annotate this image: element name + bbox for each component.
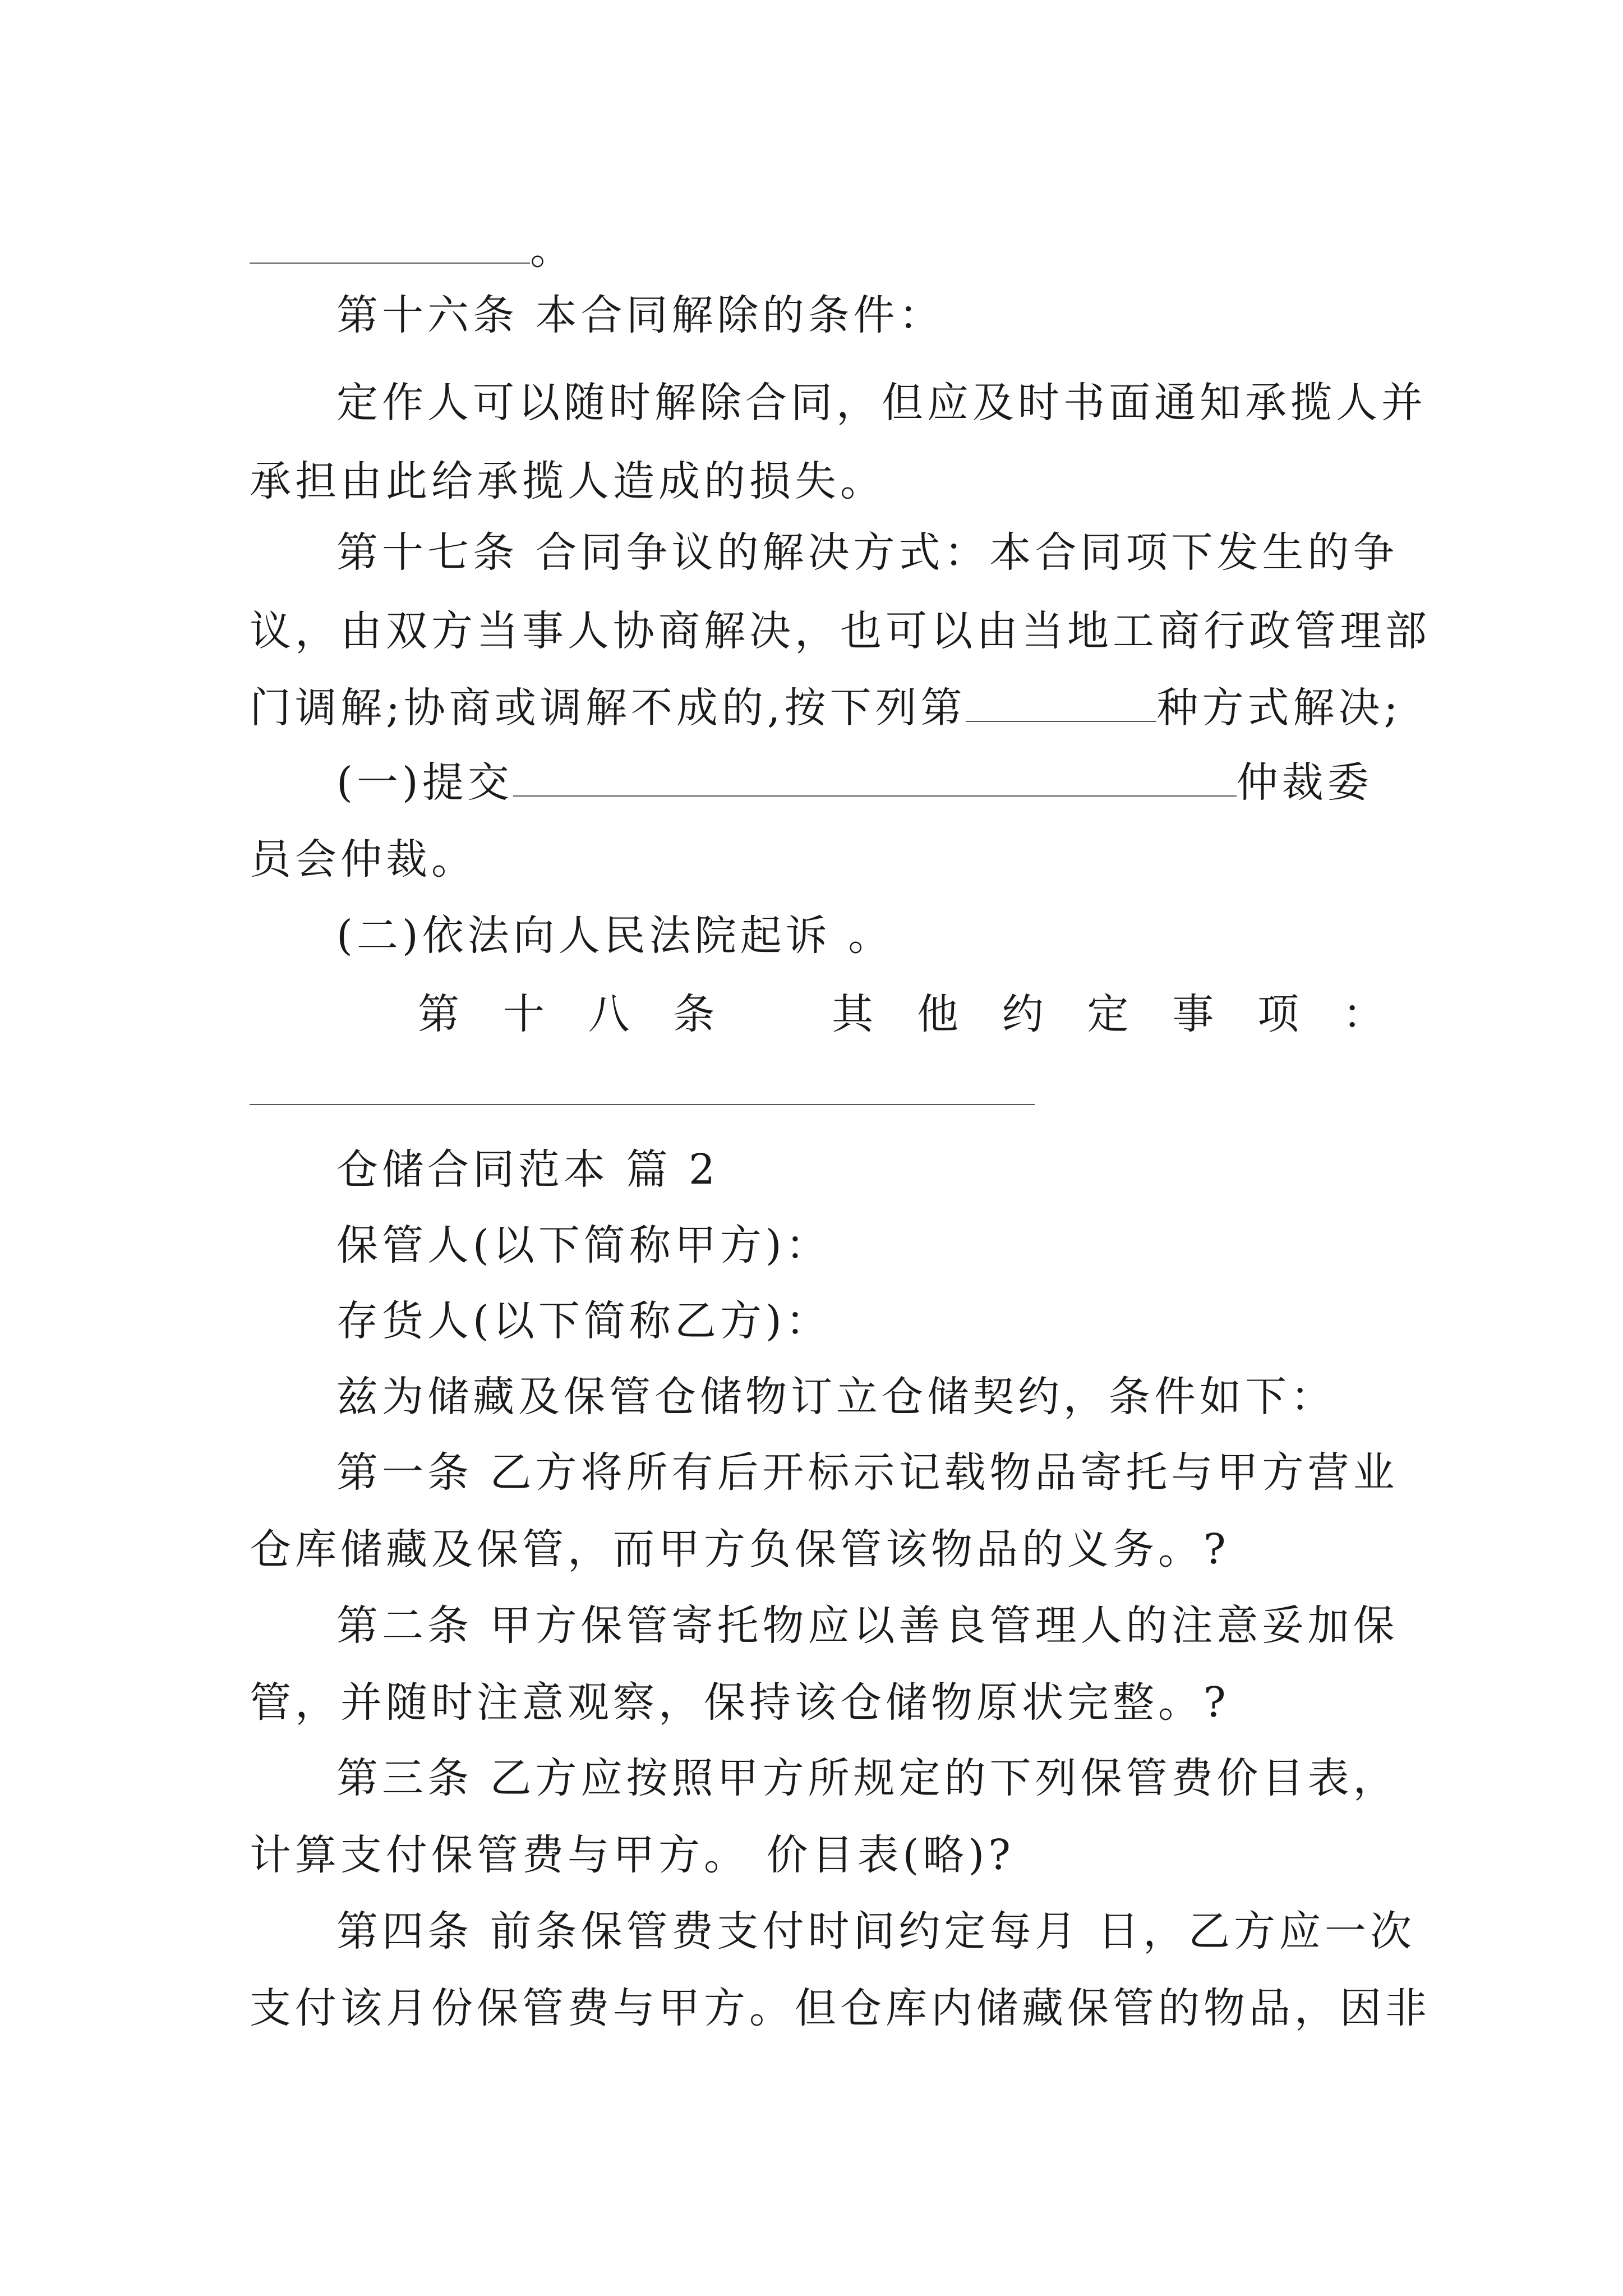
article-18-blank-rule: [250, 1104, 1035, 1105]
intro-line: 兹为储藏及保管仓储物订立仓储契约，条件如下：: [336, 1373, 1336, 1421]
fill-in-blank: [250, 223, 530, 264]
article-3-line-2: 计算支付保管费与甲方。 价目表(略)?: [250, 1831, 1015, 1879]
method-number-blank: [966, 682, 1156, 722]
article-18-char: 条: [673, 990, 719, 1038]
article-1-line-2: 仓库储藏及保管，而甲方负保管该物品的义务。?: [250, 1525, 1230, 1573]
article-16-text-line-1: 定作人可以随时解除合同，但应及时书面通知承揽人并: [336, 379, 1427, 427]
article-18-char: ：: [1342, 990, 1388, 1038]
article-18-char: 八: [588, 990, 634, 1038]
article-16-heading: 第十六条 本合同解除的条件：: [336, 291, 944, 339]
article-18-gap: [758, 986, 792, 1042]
option-2-line: (二)依法向人民法院起诉 。: [336, 912, 894, 960]
arbitration-committee-blank: [513, 756, 1237, 797]
fill-in-line-row: [250, 222, 1388, 278]
section-title-2: 仓储合同范本 篇 2: [336, 1145, 720, 1194]
article-17-line-3-end: 种方式解决;: [1156, 684, 1402, 732]
article-18-char: 定: [1087, 990, 1133, 1038]
article-18-char: 其: [832, 990, 878, 1038]
article-17-line-3: [250, 680, 1402, 736]
article-18-char: 事: [1172, 990, 1218, 1038]
article-17-line-2: 议，由双方当事人协商解决，也可以由当地工商行政管理部: [250, 607, 1431, 655]
period-text: 。: [530, 226, 575, 274]
article-18-char: 项: [1257, 990, 1303, 1038]
article-4-line-2: 支付该月份保管费与甲方。但仓库内储藏保管的物品，因非: [250, 1984, 1431, 2032]
article-16-text-line-2: 承担由此给承揽人造成的损失。: [250, 457, 886, 505]
party-a-line: 保管人(以下简称甲方)：: [336, 1221, 831, 1269]
article-17-line-3-start: 门调解;协商或调解不成的,按下列第: [250, 684, 966, 732]
article-3-line-1: 第三条 乙方应按照甲方所规定的下列保管费价目表，: [336, 1754, 1399, 1802]
article-18-char: 他: [916, 990, 962, 1038]
option-1-line: [336, 754, 1388, 811]
article-18-char: 十: [502, 990, 548, 1038]
article-17-line-1: 第十七条 合同争议的解决方式：本合同项下发生的争: [336, 528, 1399, 577]
article-18-char: 约: [1002, 990, 1048, 1038]
article-2-line-2: 管，并随时注意观察，保持该仓储物原状完整。?: [250, 1678, 1230, 1727]
article-18-heading: [418, 986, 1388, 1042]
article-4-line-1: 第四条 前条保管费支付时间约定每月 日，乙方应一次: [336, 1907, 1416, 1955]
party-b-line: 存货人(以下简称乙方)：: [336, 1297, 831, 1345]
option-1-start: (一)提交: [336, 758, 513, 807]
article-1-line-1: 第一条 乙方将所有后开标示记载物品寄托与甲方营业: [336, 1448, 1399, 1497]
option-1-continued: 员会仲裁。: [250, 835, 477, 884]
option-1-end: 仲裁委: [1236, 758, 1373, 807]
article-2-line-1: 第二条 甲方保管寄托物应以善良管理人的注意妥加保: [336, 1602, 1399, 1650]
article-18-char: 第: [418, 990, 463, 1038]
